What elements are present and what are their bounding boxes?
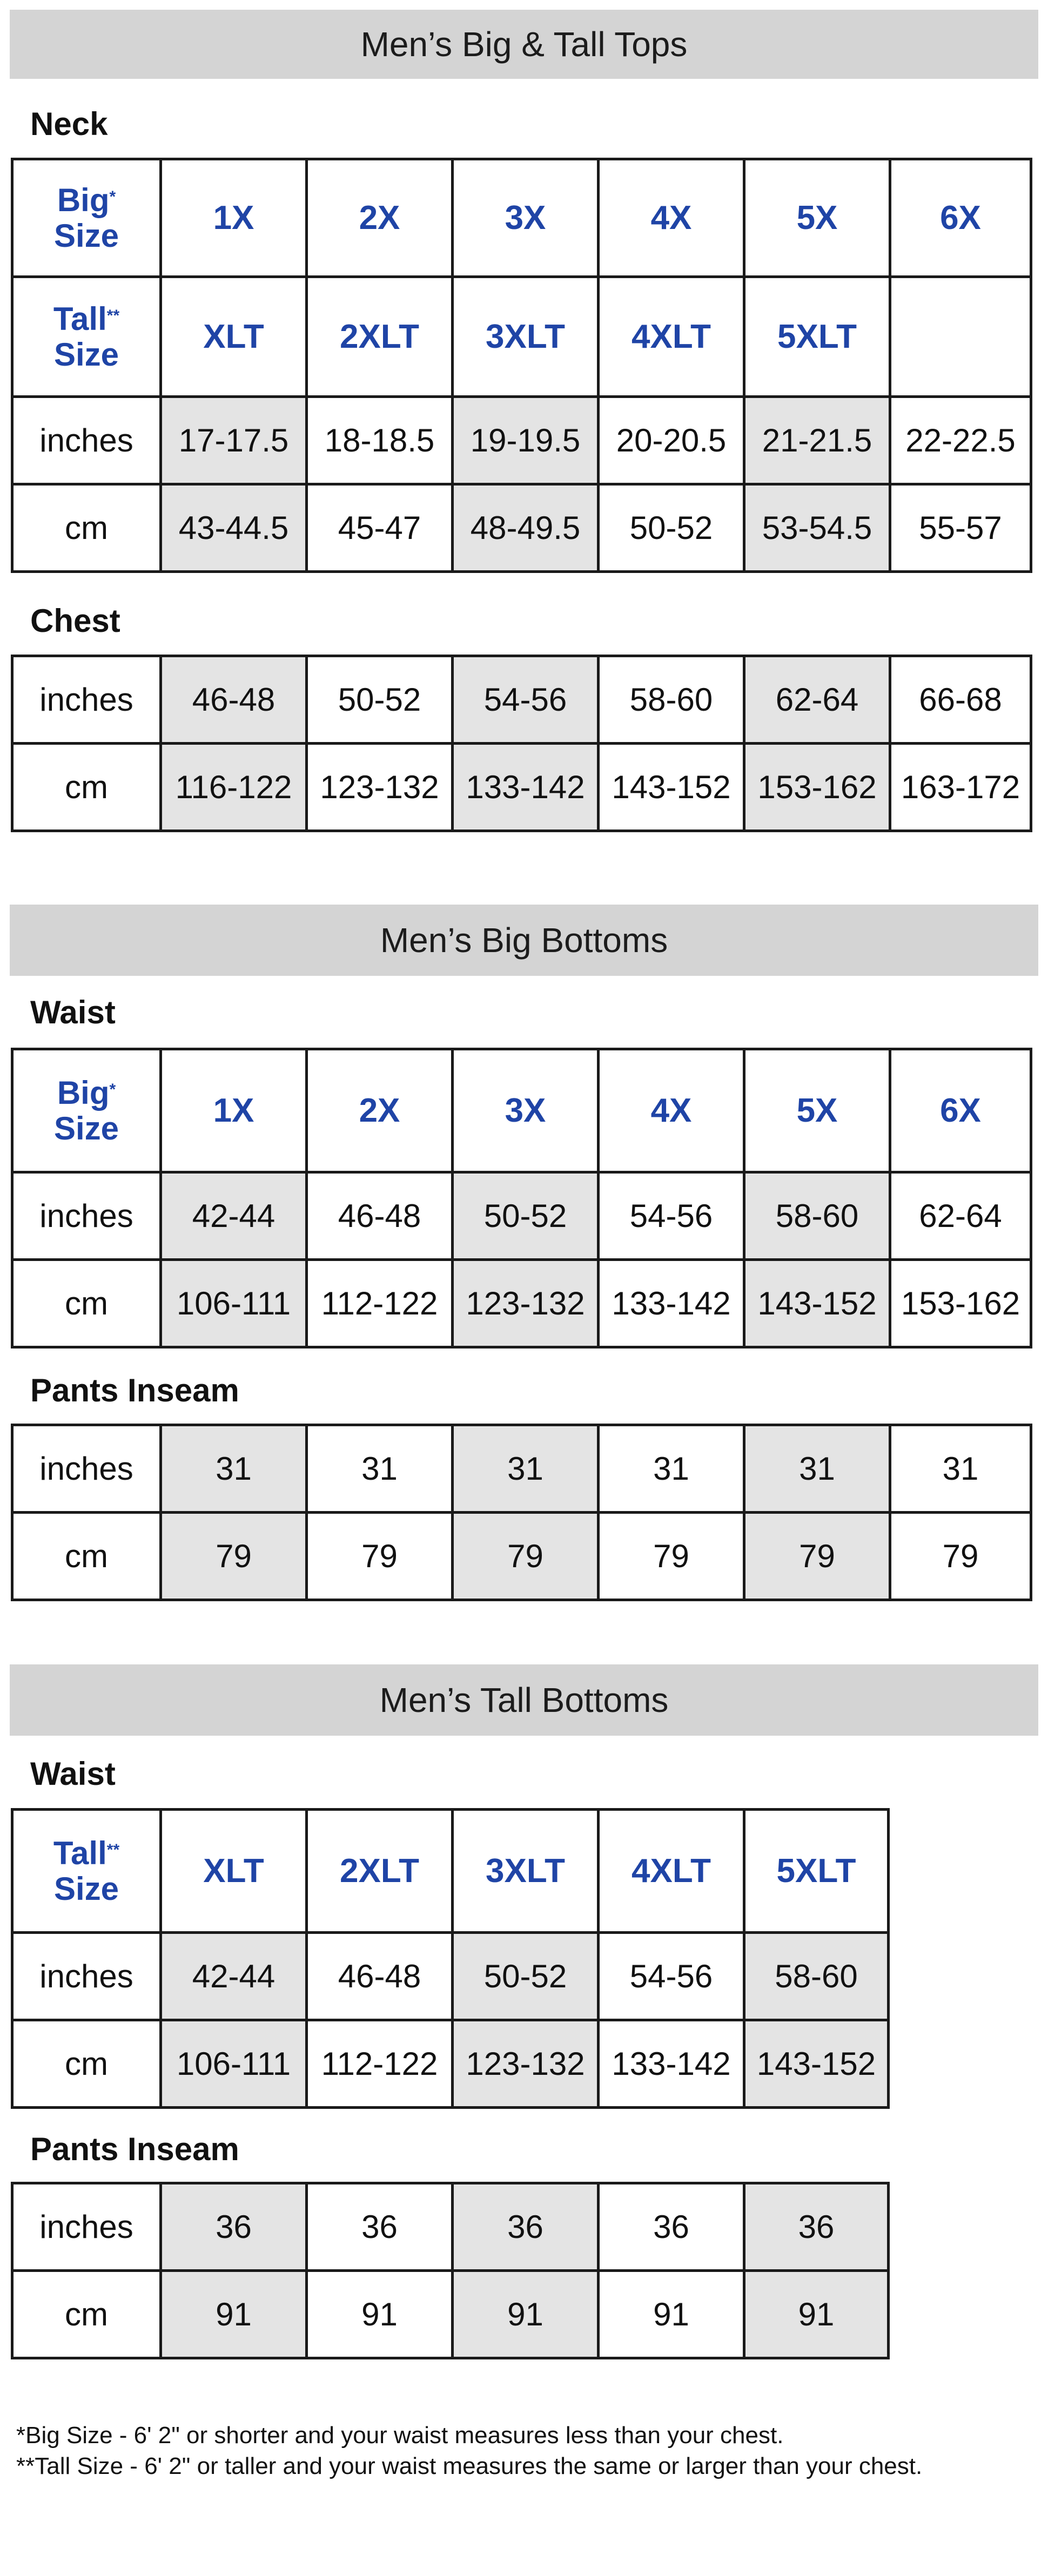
- value-cell: 79: [307, 1513, 453, 1600]
- section-title-tops: [10, 10, 1038, 79]
- value-cell: 31: [161, 1425, 307, 1513]
- value-cell: 62-64: [744, 656, 890, 744]
- value-cell: 123-132: [453, 2020, 599, 2108]
- value-cell: 91: [599, 2271, 744, 2358]
- group-label-pants-inseam: Pants Inseam: [30, 1372, 239, 1408]
- size-cell: 2XLT: [307, 1810, 453, 1933]
- row-label-inches: inches: [12, 656, 161, 744]
- value-cell: 91: [744, 2271, 889, 2358]
- value-cell: 112-122: [307, 1260, 453, 1347]
- value-cell: 50-52: [453, 1172, 599, 1260]
- size-cell: XLT: [161, 1810, 307, 1933]
- table-row: [12, 1810, 889, 1933]
- size-cell: 6X: [890, 159, 1031, 277]
- row-label-inches: inches: [12, 397, 161, 484]
- value-cell: 143-152: [599, 744, 744, 831]
- group-label-waist: Waist: [30, 1756, 116, 1792]
- row-label-cm: cm: [12, 484, 161, 572]
- size-cell: 4X: [599, 1049, 744, 1172]
- value-cell: 79: [161, 1513, 307, 1600]
- row-label-inches: inches: [12, 2183, 161, 2271]
- size-cell: 3X: [453, 1049, 599, 1172]
- table-row: [12, 1172, 1031, 1260]
- group-label-waist: Waist: [30, 994, 116, 1030]
- value-cell: 91: [453, 2271, 599, 2358]
- value-cell: 53-54.5: [744, 484, 890, 572]
- value-cell: 58-60: [744, 1933, 889, 2020]
- table-row: [12, 1933, 889, 2020]
- chest-table: [11, 655, 1032, 832]
- value-cell: 31: [744, 1425, 890, 1513]
- value-cell: 163-172: [890, 744, 1031, 831]
- size-cell: 1X: [161, 1049, 307, 1172]
- value-cell: 106-111: [161, 1260, 307, 1347]
- size-cell: 4X: [599, 159, 744, 277]
- value-cell: 153-162: [890, 1260, 1031, 1347]
- big-size-header: Big* Size: [12, 1049, 161, 1172]
- footnote-tall-size: **Tall Size - 6' 2" or taller and your waist measures the same or larger than your chest.: [16, 2453, 923, 2479]
- size-cell: 2X: [307, 159, 453, 277]
- value-cell: 79: [890, 1513, 1031, 1600]
- section-title-tall-bottoms: [10, 1664, 1038, 1736]
- value-cell: 66-68: [890, 656, 1031, 744]
- tall-waist-table: [11, 1808, 890, 2109]
- value-cell: 36: [453, 2183, 599, 2271]
- size-cell: 3X: [453, 159, 599, 277]
- value-cell: 36: [161, 2183, 307, 2271]
- value-cell: 48-49.5: [453, 484, 599, 572]
- group-label-chest: Chest: [30, 603, 120, 639]
- value-cell: 46-48: [307, 1933, 453, 2020]
- size-cell: XLT: [161, 277, 307, 397]
- value-cell: 18-18.5: [307, 397, 453, 484]
- value-cell: 62-64: [890, 1172, 1031, 1260]
- size-cell: 3XLT: [453, 1810, 599, 1933]
- value-cell: 79: [453, 1513, 599, 1600]
- tall-size-header: Tall** Size: [12, 1810, 161, 1933]
- tall-size-header: Tall** Size: [12, 277, 161, 397]
- value-cell: 54-56: [599, 1933, 744, 2020]
- row-label-cm: cm: [12, 2271, 161, 2358]
- table-row: [12, 1260, 1031, 1347]
- table-row: [12, 744, 1031, 831]
- value-cell: 42-44: [161, 1172, 307, 1260]
- table-row: [12, 656, 1031, 744]
- value-cell: 143-152: [744, 1260, 890, 1347]
- row-label-inches: inches: [12, 1933, 161, 2020]
- value-cell: 36: [307, 2183, 453, 2271]
- neck-table: [11, 158, 1032, 573]
- value-cell: 50-52: [307, 656, 453, 744]
- size-cell: 3XLT: [453, 277, 599, 397]
- footnote-big-size: *Big Size - 6' 2" or shorter and your waist measures less than your chest.: [16, 2422, 784, 2449]
- size-cell: 4XLT: [599, 1810, 744, 1933]
- section-title-text: Men’s Big Bottoms: [380, 921, 668, 960]
- value-cell: 45-47: [307, 484, 453, 572]
- size-cell: 2XLT: [307, 277, 453, 397]
- table-row: [12, 397, 1031, 484]
- value-cell: 50-52: [599, 484, 744, 572]
- value-cell: 22-22.5: [890, 397, 1031, 484]
- table-row: [12, 277, 1031, 397]
- table-row: [12, 2271, 889, 2358]
- group-label-neck: Neck: [30, 106, 108, 142]
- size-cell: 6X: [890, 1049, 1031, 1172]
- value-cell: 116-122: [161, 744, 307, 831]
- value-cell: 106-111: [161, 2020, 307, 2108]
- value-cell: 36: [744, 2183, 889, 2271]
- value-cell: 79: [744, 1513, 890, 1600]
- value-cell: 19-19.5: [453, 397, 599, 484]
- value-cell: 31: [453, 1425, 599, 1513]
- size-cell: [890, 277, 1031, 397]
- row-label-inches: inches: [12, 1172, 161, 1260]
- big-waist-table: [11, 1048, 1032, 1348]
- value-cell: 133-142: [453, 744, 599, 831]
- big-inseam-table: [11, 1424, 1032, 1601]
- section-title-text: Men’s Big & Tall Tops: [360, 25, 688, 64]
- value-cell: 17-17.5: [161, 397, 307, 484]
- value-cell: 21-21.5: [744, 397, 890, 484]
- value-cell: 54-56: [599, 1172, 744, 1260]
- value-cell: 54-56: [453, 656, 599, 744]
- row-label-cm: cm: [12, 744, 161, 831]
- table-row: [12, 484, 1031, 572]
- size-cell: 5X: [744, 1049, 890, 1172]
- value-cell: 153-162: [744, 744, 890, 831]
- size-cell: 4XLT: [599, 277, 744, 397]
- value-cell: 58-60: [599, 656, 744, 744]
- group-label-pants-inseam: Pants Inseam: [30, 2131, 239, 2167]
- value-cell: 91: [307, 2271, 453, 2358]
- value-cell: 133-142: [599, 2020, 744, 2108]
- size-cell: 5XLT: [744, 277, 890, 397]
- value-cell: 123-132: [453, 1260, 599, 1347]
- size-cell: 5X: [744, 159, 890, 277]
- value-cell: 31: [599, 1425, 744, 1513]
- row-label-cm: cm: [12, 2020, 161, 2108]
- size-cell: 2X: [307, 1049, 453, 1172]
- value-cell: 36: [599, 2183, 744, 2271]
- value-cell: 123-132: [307, 744, 453, 831]
- value-cell: 58-60: [744, 1172, 890, 1260]
- value-cell: 42-44: [161, 1933, 307, 2020]
- table-row: [12, 159, 1031, 277]
- value-cell: 43-44.5: [161, 484, 307, 572]
- value-cell: 143-152: [744, 2020, 889, 2108]
- row-label-cm: cm: [12, 1513, 161, 1600]
- table-row: [12, 1513, 1031, 1600]
- section-title-big-bottoms: [10, 905, 1038, 976]
- value-cell: 112-122: [307, 2020, 453, 2108]
- value-cell: 55-57: [890, 484, 1031, 572]
- size-cell: 5XLT: [744, 1810, 889, 1933]
- table-row: [12, 2183, 889, 2271]
- big-size-header: Big* Size: [12, 159, 161, 277]
- value-cell: 46-48: [161, 656, 307, 744]
- value-cell: 79: [599, 1513, 744, 1600]
- table-row: [12, 1049, 1031, 1172]
- value-cell: 20-20.5: [599, 397, 744, 484]
- value-cell: 31: [890, 1425, 1031, 1513]
- value-cell: 46-48: [307, 1172, 453, 1260]
- value-cell: 50-52: [453, 1933, 599, 2020]
- table-row: [12, 1425, 1031, 1513]
- row-label-cm: cm: [12, 1260, 161, 1347]
- value-cell: 91: [161, 2271, 307, 2358]
- tall-inseam-table: [11, 2182, 890, 2359]
- table-row: [12, 2020, 889, 2108]
- size-cell: 1X: [161, 159, 307, 277]
- row-label-inches: inches: [12, 1425, 161, 1513]
- section-title-text: Men’s Tall Bottoms: [379, 1681, 669, 1719]
- value-cell: 31: [307, 1425, 453, 1513]
- value-cell: 133-142: [599, 1260, 744, 1347]
